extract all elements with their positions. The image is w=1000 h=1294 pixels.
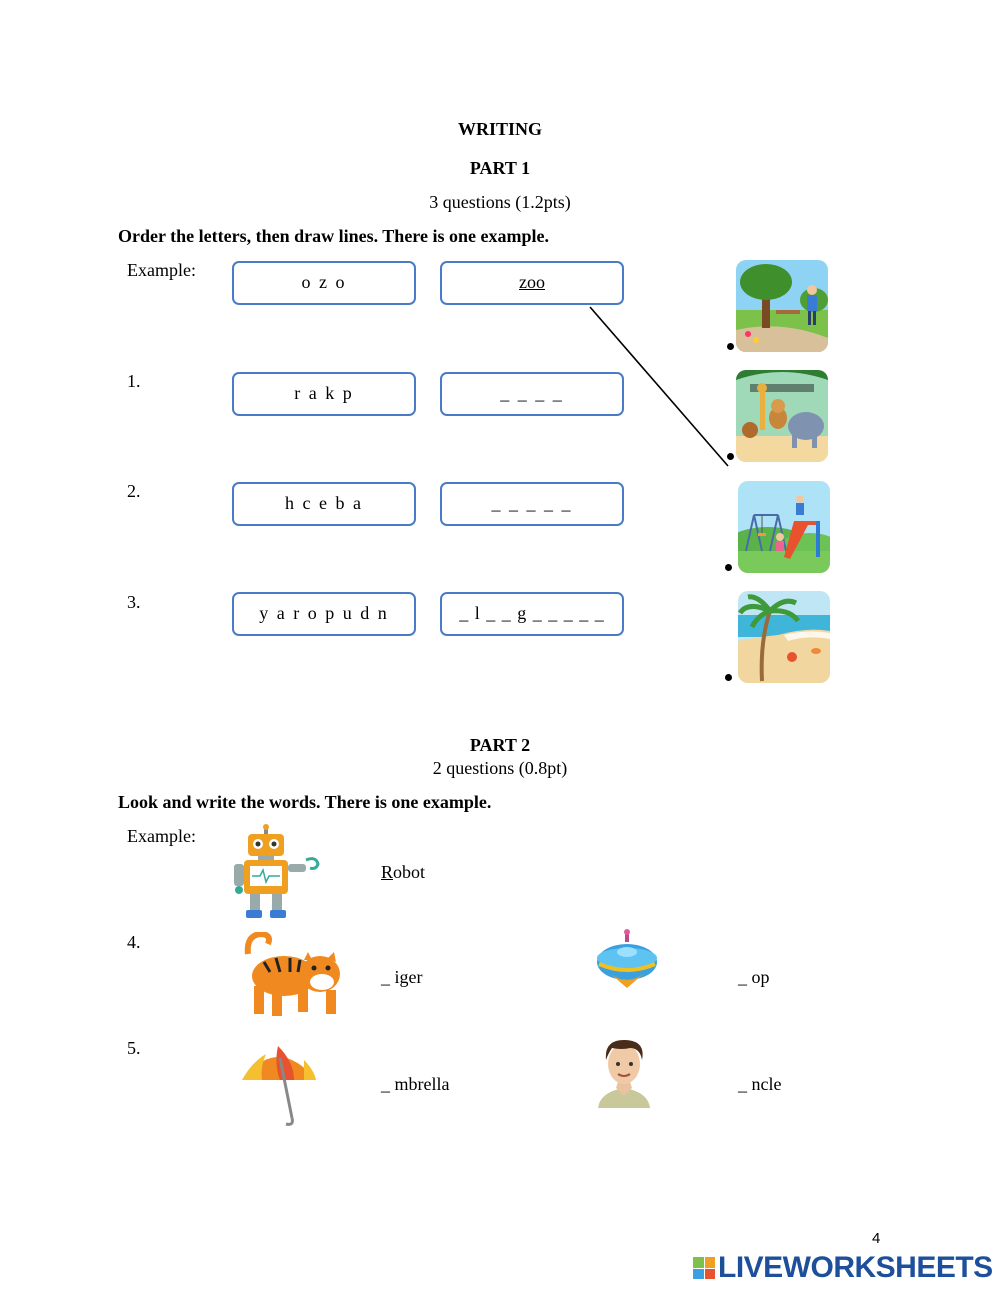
answer-box-1[interactable]: _ _ _ _	[440, 372, 624, 416]
answer-box-3[interactable]: _ l _ _ g _ _ _ _ _	[440, 592, 624, 636]
liveworksheets-logo[interactable]	[693, 1253, 993, 1283]
uncle-picture	[594, 1036, 654, 1108]
match-dot-1[interactable]	[727, 343, 734, 350]
beach-picture	[738, 591, 830, 683]
part1-subtitle: 3 questions (1.2pts)	[429, 192, 571, 212]
example-word	[381, 862, 425, 883]
match-dot-3[interactable]	[725, 564, 732, 571]
scrambled-box-example: o z o	[232, 261, 416, 305]
answer-box-2[interactable]: _ _ _ _ _	[440, 482, 624, 526]
part1-instruction: Order the letters, then draw lines. There is one example.	[118, 226, 549, 246]
part2-example-label: Example:	[127, 826, 196, 846]
part2-title: PART 2	[469, 735, 531, 755]
liveworksheets-icon	[693, 1257, 715, 1279]
question-number-2: 2.	[127, 481, 141, 501]
scrambled-box-1: r a k p	[232, 372, 416, 416]
example-word-rest: obot	[393, 862, 426, 882]
section-title: WRITING	[457, 119, 542, 139]
umbrella-picture	[238, 1044, 320, 1128]
spinning-top-picture	[594, 928, 660, 992]
robot-picture	[230, 824, 322, 920]
answer-box-example: zoo	[440, 261, 624, 305]
question-number-5: 5.	[127, 1038, 141, 1058]
match-dot-4[interactable]	[725, 674, 732, 681]
part1-title: PART 1	[469, 158, 531, 178]
part2-instruction: Look and write the words. There is one example.	[118, 792, 492, 812]
zoo-picture	[736, 370, 828, 462]
tiger-picture	[244, 932, 346, 1022]
part2-subtitle: 2 questions (0.8pt)	[432, 758, 568, 778]
question-number-3: 3.	[127, 592, 141, 612]
tiger-word[interactable]: _ iger	[381, 967, 423, 987]
example-word-first-letter: R	[381, 862, 394, 882]
question-number-1: 1.	[127, 371, 141, 391]
page-number: 4	[872, 1230, 881, 1247]
top-word[interactable]: _ op	[738, 967, 770, 987]
question-number-4: 4.	[127, 932, 141, 952]
scrambled-box-3: y a r o p u d n	[232, 592, 416, 636]
match-dot-2[interactable]	[727, 453, 734, 460]
brand-name: LIVEWORKSHEETS	[718, 1251, 993, 1284]
scrambled-box-2: h c e b a	[232, 482, 416, 526]
playground-picture	[738, 481, 830, 573]
park-picture	[736, 260, 828, 352]
umbrella-word[interactable]: _ mbrella	[381, 1074, 450, 1094]
uncle-word[interactable]: _ ncle	[738, 1074, 782, 1094]
example-label: Example:	[127, 260, 196, 280]
